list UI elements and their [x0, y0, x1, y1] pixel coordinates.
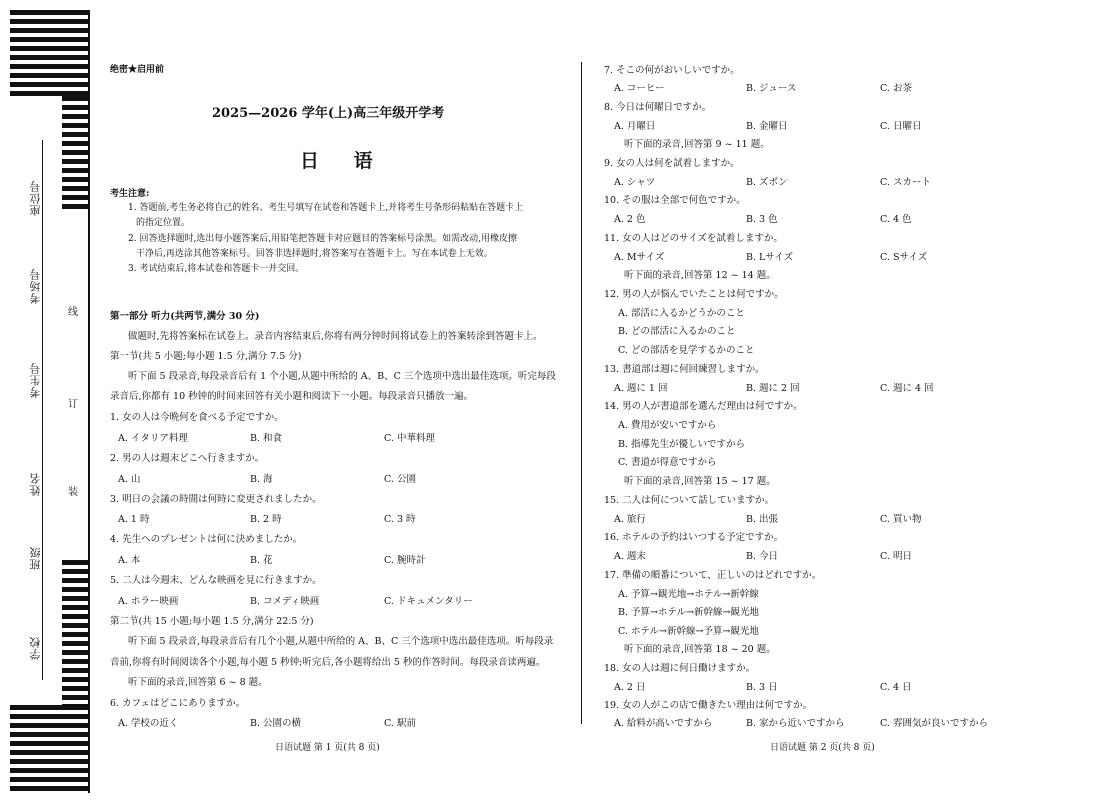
- exam-title: 2025—2026 学年(上)高三年级开学考: [212, 106, 445, 121]
- question-10: 10. その服は全部で何色ですか。: [604, 195, 746, 206]
- section1-heading: 第一节(共 5 小题;每小题 1.5 分,满分 7.5 分): [110, 351, 302, 362]
- option: B. 3 色: [746, 214, 778, 225]
- option: A. 本: [118, 555, 141, 566]
- option: A. 費用が安いですから: [618, 420, 717, 431]
- binding-barcode-bottom: [10, 705, 88, 793]
- question-16: 16. ホテルの予約はいつする予定ですか。: [604, 532, 784, 543]
- option: A. 1 時: [118, 514, 150, 525]
- option: B. コメディ映画: [250, 596, 320, 607]
- part1-instructions: 做题时,先将答案标在试卷上。录音内容结束后,你将有两分钟时间将试卷上的答案转涂到答题卡上。: [128, 331, 543, 342]
- question-19: 19. 女の人がこの店で働きたい理由は何ですか。: [604, 700, 813, 711]
- listening-instruction: 听下面的录音,回答第 15 ~ 17 题。: [624, 476, 776, 487]
- option: A. 2 日: [614, 682, 646, 693]
- option: A. 部活に入るかどうかのこと: [618, 308, 745, 319]
- option: B. ジュース: [746, 83, 797, 94]
- option: C. ホテル→新幹線→予算→観光地: [618, 626, 759, 637]
- option: C. ドキュメンタリー: [384, 596, 473, 607]
- question-8: 8. 今日は何曜日ですか。: [604, 102, 712, 113]
- option: A. 月曜日: [614, 121, 656, 132]
- listening-instruction: 听下面的录音,回答第 12 ~ 14 题。: [624, 270, 776, 281]
- question-1: 1. 女の人は今晩何を食べる予定ですか。: [110, 412, 284, 423]
- notice-item: 3. 考试结束后,将本试卷和答题卡一并交回。: [128, 264, 305, 274]
- option: C. 明日: [880, 551, 912, 562]
- section2-instructions: 听下面 5 段录音,每段录音后有几个小题,从题中所给的 A、B、C 三个选项中选出最佳选项。听每段录: [128, 636, 554, 647]
- question-15: 15. 二人は何について話していますか。: [604, 495, 774, 506]
- section1-instructions: 听下面 5 段录音,每段录音后有 1 个小题,从题中所给的 A、B、C 三个选项中选出最佳选项。听完每段: [128, 371, 556, 382]
- option: A. 給料が高いですから: [614, 718, 713, 729]
- option: B. 今日: [746, 551, 779, 562]
- option: C. 日曜日: [880, 121, 922, 132]
- listening-instruction: 听下面的录音,回答第 9 ~ 11 题。: [624, 139, 770, 150]
- column-divider: [581, 62, 582, 724]
- binding-edge-line: [88, 10, 91, 793]
- listening-instruction: 听下面的录音,回答第 18 ~ 20 题。: [624, 644, 776, 655]
- option: C. 週に 4 回: [880, 383, 934, 394]
- notice-item: 的指定位置。: [136, 218, 191, 228]
- notice-item: 1. 答题前,考生务必将自己的姓名、考生号填写在试卷和答题卡上,并将考生号条形码粘贴在答题卡上: [128, 203, 524, 213]
- question-11: 11. 女の人はどのサイズを試着しますか。: [604, 233, 783, 244]
- option: B. ズボン: [746, 177, 788, 188]
- option: A. 山: [118, 474, 141, 485]
- notice-item: 2. 回答选择题时,选出每小题答案后,用铅笔把答题卡对应题目的答案标号涂黑。如需改动,用橡皮擦: [128, 234, 518, 244]
- question-14: 14. 男の人が書道部を選んだ理由は何ですか。: [604, 401, 803, 412]
- page-footer-2: 日语试题 第 2 页(共 8 页): [770, 743, 875, 753]
- option: B. 指導先生が優しいですから: [618, 439, 746, 450]
- part1-heading: 第一部分 听力(共两节,满分 30 分): [110, 311, 260, 322]
- binding-barcode-bottom-inner: [62, 560, 88, 705]
- section2-heading: 第二节(共 15 小题;每小题 1.5 分,满分 22.5 分): [110, 616, 314, 627]
- option: C. Sサイズ: [880, 252, 928, 263]
- option: C. 3 時: [384, 514, 416, 525]
- option: B. 公園の横: [250, 718, 302, 729]
- line-mark: 线: [68, 307, 78, 318]
- option: B. どの部活に入るかのこと: [618, 326, 736, 337]
- binding-barcode-top: [10, 10, 88, 96]
- name-label: 姓名: [29, 472, 42, 496]
- option: B. 3 日: [746, 682, 778, 693]
- option: A. 2 色: [614, 214, 646, 225]
- option: C. 雰囲気が良いですから: [880, 718, 988, 729]
- option: A. 週末: [614, 551, 646, 562]
- option: A. 予算→観光地→ホテル→新幹線: [618, 589, 759, 600]
- option: C. 中華料理: [384, 433, 435, 444]
- staple-mark: 订: [68, 399, 78, 410]
- option: B. 2 時: [250, 514, 282, 525]
- page-footer-1: 日语试题 第 1 页(共 8 页): [275, 743, 380, 753]
- class-label: 班级: [29, 546, 42, 570]
- option: C. お茶: [880, 83, 912, 94]
- seat-number-label: 座位号: [29, 180, 42, 216]
- option: A. Mサイズ: [614, 252, 665, 263]
- binding-write-line: [42, 140, 44, 680]
- option: B. 出張: [746, 514, 779, 525]
- option: C. 4 日: [880, 682, 912, 693]
- option: B. 家から近いですから: [746, 718, 845, 729]
- confidential-label: 绝密★启用前: [110, 65, 165, 75]
- notice-item: 干净后,再选涂其他答案标号。回答非选择题时,将答案写在答题卡上。写在本试卷上无效。: [136, 249, 493, 259]
- option: A. 学校の近く: [118, 718, 179, 729]
- option: A. シャツ: [614, 177, 656, 188]
- section1-instructions: 录音后,你都有 10 秒钟的时间来回答有关小题和阅读下一小题。每段录音只播放一遍。: [110, 391, 474, 402]
- option: A. コーヒー: [614, 83, 665, 94]
- option: C. 公園: [384, 474, 416, 485]
- option: C. 書道が得意ですから: [618, 457, 717, 468]
- question-5: 5. 二人は今週末、どんな映画を見に行きますか。: [110, 575, 322, 586]
- exam-room-label: 考场号: [29, 268, 42, 304]
- option: C. 買い物: [880, 514, 922, 525]
- option: B. 海: [250, 474, 273, 485]
- option: B. 予算→ホテル→新幹線→観光地: [618, 607, 759, 618]
- bind-mark: 装: [68, 487, 78, 498]
- option: A. ホラー映画: [118, 596, 179, 607]
- notice-title: 考生注意:: [110, 189, 150, 199]
- question-9: 9. 女の人は何を試着しますか。: [604, 158, 740, 169]
- option: C. 腕時計: [384, 555, 426, 566]
- candidate-number-label: 考生号: [29, 362, 42, 398]
- subject-title: 日 语: [300, 150, 387, 172]
- option: C. スカート: [880, 177, 931, 188]
- option: A. 旅行: [614, 514, 646, 525]
- question-17: 17. 準備の順番について、正しいのはどれですか。: [604, 570, 822, 581]
- question-18: 18. 女の人は週に何日働けますか。: [604, 663, 756, 674]
- option: B. 花: [250, 555, 273, 566]
- binding-barcode-top-inner: [62, 96, 88, 210]
- option: C. 4 色: [880, 214, 912, 225]
- option: C. どの部活を見学するかのこと: [618, 345, 755, 356]
- question-6: 6. カフェはどこにありますか。: [110, 698, 246, 709]
- option: B. 週に 2 回: [746, 383, 800, 394]
- option: A. イタリア料理: [118, 433, 188, 444]
- option: A. 週に 1 回: [614, 383, 668, 394]
- question-4: 4. 先生へのプレゼントは何に決めましたか。: [110, 534, 303, 545]
- option: B. Lサイズ: [746, 252, 794, 263]
- question-12: 12. 男の人が悩んでいたことは何ですか。: [604, 289, 784, 300]
- option: B. 和食: [250, 433, 283, 444]
- school-label: 学校: [29, 636, 42, 660]
- question-7: 7. そこの何がおいしいですか。: [604, 65, 740, 76]
- question-3: 3. 明日の会議の時間は何時に変更されましたか。: [110, 494, 322, 505]
- option: B. 金曜日: [746, 121, 788, 132]
- question-2: 2. 男の人は週末どこへ行きますか。: [110, 453, 265, 464]
- listening-instruction: 听下面的录音,回答第 6 ~ 8 题。: [128, 677, 268, 688]
- question-13: 13. 書道部は週に何回練習しますか。: [604, 364, 765, 375]
- option: C. 駅前: [384, 718, 416, 729]
- section2-instructions: 音前,你将有时间阅读各个小题,每小题 5 秒钟;听完后,各小题将给出 5 秒的作答时间。每段录音读两遍。: [110, 657, 546, 668]
